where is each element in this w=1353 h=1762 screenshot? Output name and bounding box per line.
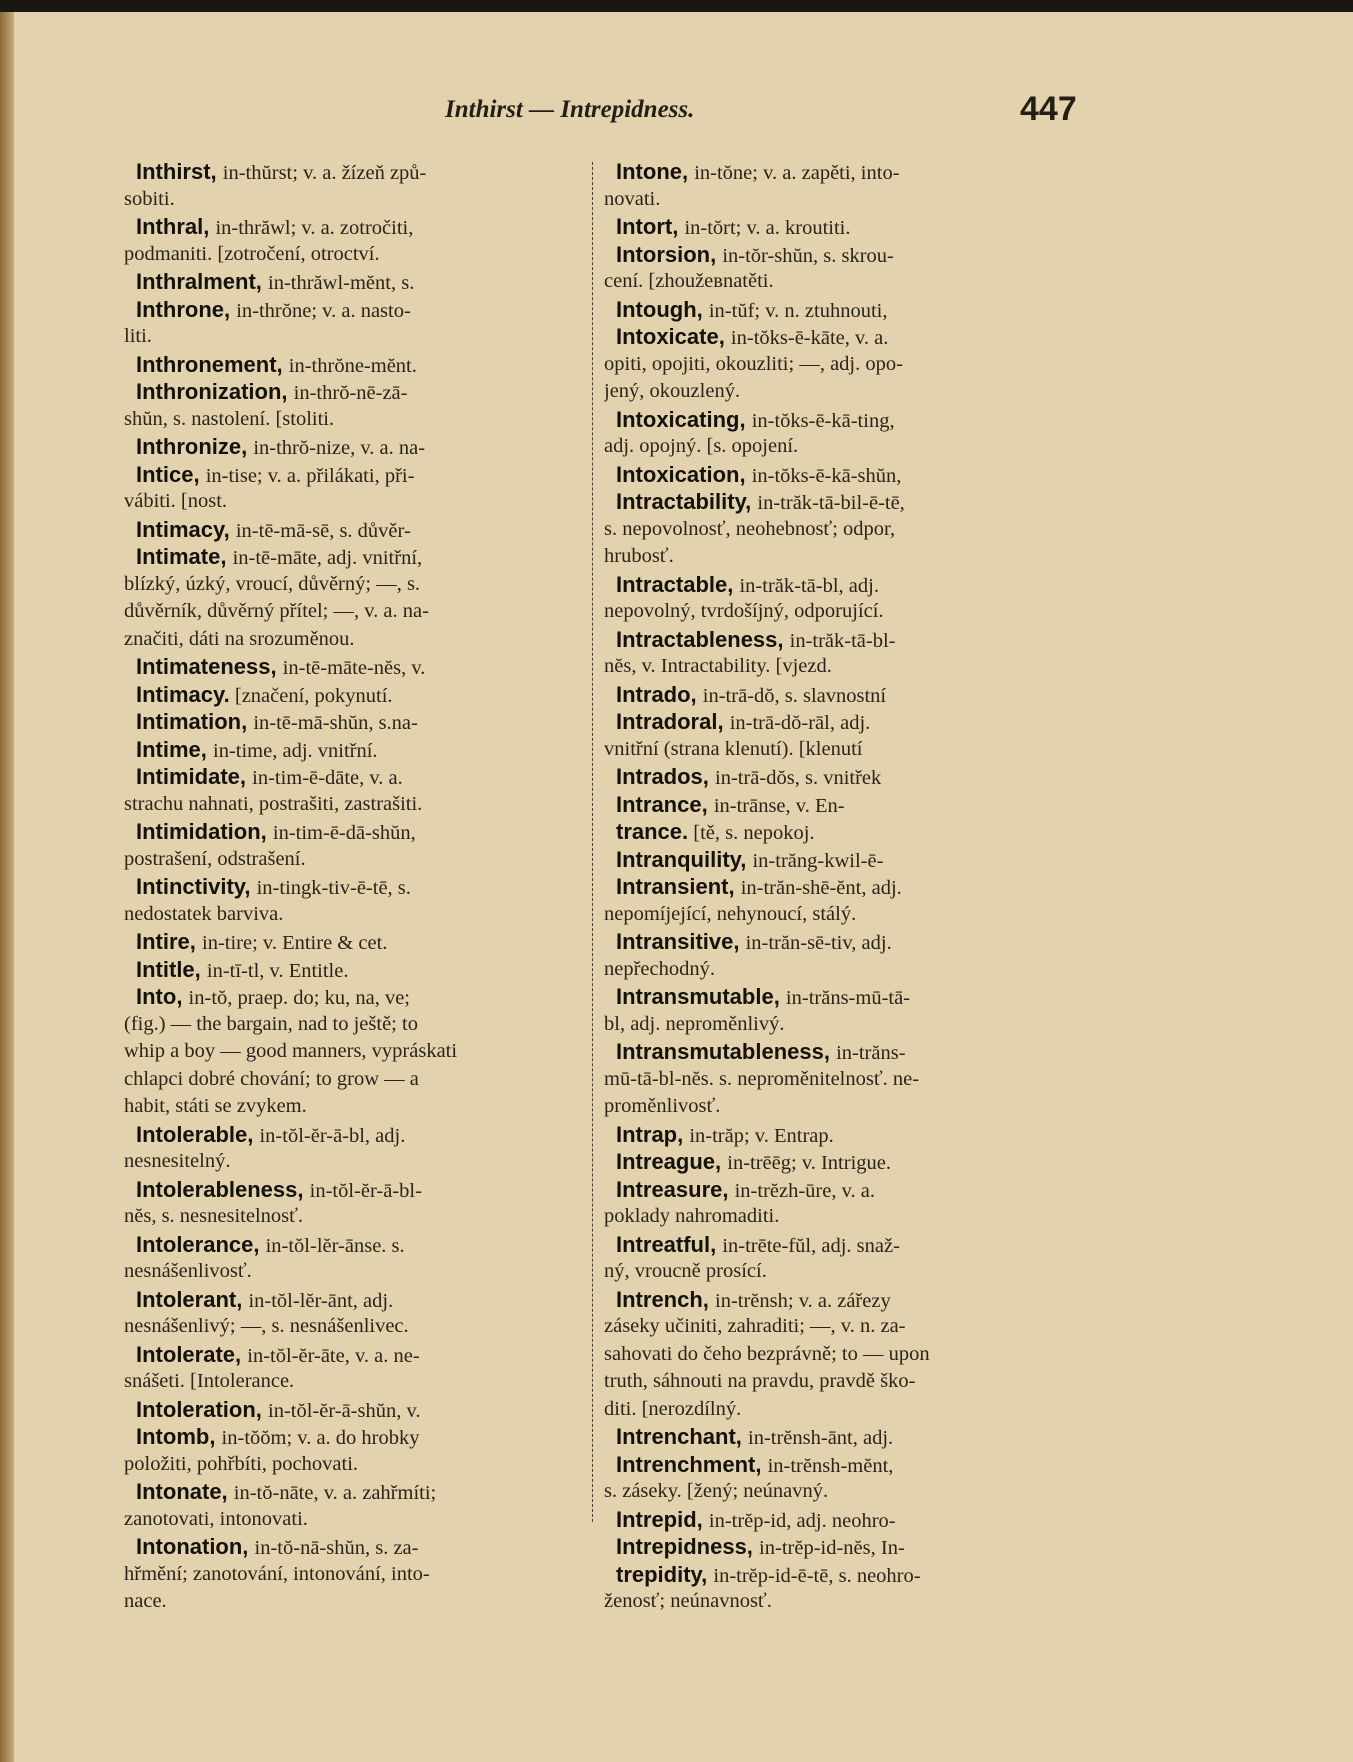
dictionary-line <box>124 846 600 874</box>
dictionary-line <box>124 598 600 626</box>
dictionary-line <box>124 1451 600 1479</box>
entry-headword: Inthronization, <box>136 379 294 404</box>
entry-headword: Inthral, <box>136 214 216 239</box>
entry-headword: Intoxication, <box>616 461 752 487</box>
dictionary-line <box>124 1533 600 1561</box>
dictionary-line <box>124 653 600 681</box>
entry-text: in-tim-ē-dāte, v. a. <box>252 767 403 789</box>
dictionary-line <box>124 543 600 571</box>
entry-text: in-trānse, v. En- <box>713 794 845 817</box>
entry-text: in-trĕp-id-nĕs, In- <box>759 1537 905 1559</box>
entry-headword: Intrap, <box>616 1121 690 1147</box>
dictionary-line <box>604 323 1080 351</box>
entry-text: snášeti. [Intolerance. <box>124 1370 295 1392</box>
dictionary-line <box>604 956 1080 984</box>
dictionary-line <box>124 1231 600 1259</box>
dictionary-line <box>124 1506 600 1534</box>
entry-text: ný, vroucně prosící. <box>604 1260 767 1282</box>
dictionary-line <box>124 901 600 929</box>
entry-text: in-tē-mā-sē, s. důvěr- <box>235 519 411 542</box>
dictionary-line <box>604 268 1080 296</box>
entry-text: in-thrŏ-nize, v. a. na- <box>253 437 426 459</box>
dictionary-line <box>604 1478 1080 1506</box>
entry-text: novati. <box>604 187 661 210</box>
entry-text: in-trĕzh-ūre, v. a. <box>734 1179 875 1202</box>
dictionary-line <box>124 1011 600 1039</box>
dictionary-line <box>124 1313 600 1341</box>
entry-text: in-trā-dŏs, s. vnitřek <box>715 767 882 789</box>
entry-text: in-trĕnsh-ānt, adj. <box>748 1427 894 1449</box>
dictionary-line <box>604 516 1080 544</box>
entry-text: in-trăn-shē-ĕnt, adj. <box>740 877 902 899</box>
entry-text: liti. <box>124 325 152 347</box>
dictionary-line <box>604 901 1080 929</box>
dictionary-line <box>604 1368 1080 1396</box>
entry-text: in-trăp; v. Entrap. <box>689 1124 834 1147</box>
page-number: 447 <box>1020 90 1077 128</box>
entry-text: in-tŏr-shŭn, s. skrou- <box>722 244 894 267</box>
entry-text: in-trăk-tā-bl- <box>789 629 896 652</box>
dictionary-line <box>604 1148 1080 1176</box>
entry-text: in-trĕp-id-ē-tē, s. neohro- <box>713 1564 921 1587</box>
entry-text: nepomíjející, nehynoucí, stálý. <box>604 902 857 925</box>
entry-text: in-trăns-mū-tā- <box>785 987 911 1009</box>
entry-text: in-thŭrst; v. a. žízeň způ- <box>222 162 427 184</box>
entry-headword: Intone, <box>616 159 695 184</box>
entry-text: whip a boy — good manners, vypráskati <box>124 1040 458 1062</box>
entry-text: sobiti. <box>124 187 175 210</box>
dictionary-line <box>124 1341 600 1369</box>
dictionary-line <box>604 461 1080 489</box>
entry-headword: Intreasure, <box>616 1176 735 1202</box>
dictionary-line <box>124 378 600 406</box>
entry-text: bl, adj. neproměnlivý. <box>604 1012 785 1035</box>
dictionary-line <box>124 763 600 791</box>
dictionary-line <box>604 681 1080 709</box>
dictionary-line <box>604 1038 1080 1066</box>
entry-text: (fig.) — the bargain, nad to ještě; to <box>124 1012 418 1035</box>
dictionary-line <box>604 1506 1080 1534</box>
dictionary-line <box>604 488 1080 516</box>
dictionary-line <box>604 653 1080 681</box>
dictionary-line <box>604 736 1080 764</box>
entry-headword: Intractable, <box>616 571 740 597</box>
entry-headword: Intransmutable, <box>616 984 786 1009</box>
entry-text: důvěrník, důvěrný přítel; —, v. a. na- <box>124 600 429 622</box>
entry-text: in-tē-māte, adj. vnitřní, <box>232 547 423 569</box>
entry-headword: Intransient, <box>616 874 741 899</box>
entry-text: in-tim-ē-dā-shŭn, <box>272 822 416 844</box>
entry-headword: Intoxicating, <box>616 406 752 432</box>
entry-text: diti. [nerozdílný. <box>604 1397 742 1420</box>
entry-text: in-trā-dŏ-rāl, adj. <box>729 712 871 734</box>
entry-text: in-tī-tl, v. Entitle. <box>206 959 349 982</box>
entry-text: in-trĕp-id, adj. neohro- <box>708 1509 896 1532</box>
entry-headword: Intrenchant, <box>616 1424 749 1449</box>
entry-text: značiti, dáti na srozuměnou. <box>124 627 355 650</box>
entry-text: nedostatek barviva. <box>124 902 284 925</box>
entry-text: s. nepovolnosť, neohebnosť; odpor, <box>604 517 896 540</box>
entry-text: [značení, pokynutí. <box>229 684 393 707</box>
dictionary-line <box>604 928 1080 956</box>
dictionary-line <box>124 1561 600 1589</box>
entry-text: vábiti. [nost. <box>124 490 228 512</box>
entry-headword: Intime, <box>136 736 214 762</box>
entry-text: in-tŏl-ĕr-ā-bl, adj. <box>259 1124 406 1147</box>
entry-text: in-tŏ-nāte, v. a. zahřmíti; <box>233 1482 437 1504</box>
dictionary-line <box>124 1258 600 1286</box>
dictionary-line <box>124 1121 600 1149</box>
entry-text: s. zásеky. [žený; neúnavný. <box>604 1480 829 1502</box>
dictionary-line <box>604 1341 1080 1369</box>
entry-headword: Intoleration, <box>136 1396 268 1422</box>
dictionary-line <box>604 846 1080 874</box>
entry-text: nesnášenlivosť. <box>124 1260 252 1282</box>
entry-text: poklady nahromaditi. <box>604 1205 780 1227</box>
dictionary-line <box>604 791 1080 819</box>
entry-text: nesnesitelný. <box>124 1150 231 1172</box>
dictionary-line <box>604 1258 1080 1286</box>
dictionary-line <box>124 186 600 214</box>
entry-headword: Intradoral, <box>616 709 730 734</box>
dictionary-line <box>604 763 1080 791</box>
entry-headword: Intoxicate, <box>616 324 731 349</box>
dictionary-line <box>604 708 1080 736</box>
dictionary-line <box>124 516 600 544</box>
entry-text: in-trăk-tā-bil-ē-tē, <box>757 492 905 514</box>
entry-text: hrubosť. <box>604 545 674 567</box>
entry-headword: trance. <box>616 819 689 844</box>
entry-headword: Intimate, <box>136 544 233 569</box>
entry-headword: Intonation, <box>136 1534 255 1559</box>
dictionary-line <box>124 296 600 324</box>
entry-text: in-thrŏne-mĕnt. <box>288 354 417 377</box>
dictionary-line <box>124 681 600 709</box>
entry-headword: Intimacy, <box>136 516 236 542</box>
entry-headword: Intort, <box>616 214 685 239</box>
entry-text: zanotovati, intonovati. <box>124 1507 308 1530</box>
entry-text: in-thrăwl-mĕnt, s. <box>268 272 415 294</box>
dictionary-line <box>604 1066 1080 1094</box>
dictionary-line <box>124 351 600 379</box>
dictionary-line <box>604 543 1080 571</box>
entry-headword: Intranquility, <box>616 846 753 872</box>
dictionary-line <box>124 928 600 956</box>
dictionary-line <box>124 461 600 489</box>
entry-text: in-tŏks-ē-kāte, v. a. <box>730 327 889 349</box>
entry-headword: Inthralment, <box>136 269 269 294</box>
dictionary-line <box>124 268 600 296</box>
entry-headword: Intire, <box>136 929 203 954</box>
entry-headword: Inthronement, <box>136 351 289 377</box>
dictionary-line <box>124 1038 600 1066</box>
entry-headword: Intolerableness, <box>136 1176 310 1202</box>
dictionary-line <box>604 1451 1080 1479</box>
dictionary-line <box>124 873 600 901</box>
entry-text: in-time, adj. vnitřní. <box>213 739 378 762</box>
entry-headword: Intrado, <box>616 681 703 707</box>
entry-headword: Intimidation, <box>136 819 273 844</box>
dictionary-line <box>124 158 600 186</box>
dictionary-line <box>604 1396 1080 1424</box>
entry-text: in-tŏks-ē-kā-shŭn, <box>751 464 902 487</box>
entry-text: postrašení, odstrašení. <box>124 847 306 870</box>
entry-headword: Intrepid, <box>616 1506 709 1532</box>
entry-headword: Intitle, <box>136 956 207 982</box>
entry-text: in-trēēg; v. Intrigue. <box>727 1152 891 1174</box>
entry-headword: Intolerate, <box>136 1341 248 1367</box>
dictionary-line <box>124 323 600 351</box>
dictionary-line <box>124 1066 600 1094</box>
entry-headword: Intinctivity, <box>136 874 257 899</box>
entry-headword: Intrench, <box>616 1286 716 1312</box>
entry-text: proměnlivosť. <box>604 1095 721 1117</box>
entry-text: nepřechodný. <box>604 957 715 980</box>
entry-headword: Intractableness, <box>616 626 790 652</box>
dictionary-line <box>124 956 600 984</box>
dictionary-line <box>604 1176 1080 1204</box>
entry-headword: Intrados, <box>616 764 716 789</box>
dictionary-line <box>604 1561 1080 1589</box>
entry-headword: Inthrone, <box>136 296 237 322</box>
left-column <box>124 158 600 1616</box>
entry-text: in-tŏl-lĕr-ānt, adj. <box>248 1289 394 1312</box>
dictionary-line <box>604 1203 1080 1231</box>
entry-headword: Intreatful, <box>616 1231 723 1257</box>
entry-text: in-tŭf; v. n. ztuhnouti, <box>708 299 888 322</box>
entry-headword: Intransmutableness, <box>616 1039 837 1064</box>
entry-text: in-tŏne; v. a. zapěti, into- <box>694 162 900 184</box>
dictionary-page <box>0 12 1353 1762</box>
dictionary-line <box>124 708 600 736</box>
entry-headword: Intolerant, <box>136 1286 249 1312</box>
dictionary-line <box>604 1588 1080 1616</box>
entry-headword: Intimation, <box>136 709 254 734</box>
entry-headword: Intorsion, <box>616 241 723 267</box>
page-header <box>0 90 1353 130</box>
entry-headword: Intimidate, <box>136 764 253 789</box>
entry-headword: Intrepidness, <box>616 1534 760 1559</box>
dictionary-line <box>604 1313 1080 1341</box>
entry-headword: Intough, <box>616 296 709 322</box>
entry-text: in-tŏl-ĕr-ā-shŭn, v. <box>268 1399 421 1422</box>
dictionary-line <box>604 433 1080 461</box>
dictionary-line <box>604 1011 1080 1039</box>
dictionary-line <box>604 598 1080 626</box>
dictionary-line <box>124 626 600 654</box>
entry-headword: Intractability, <box>616 489 758 514</box>
dictionary-line <box>604 296 1080 324</box>
dictionary-line <box>124 488 600 516</box>
entry-text: in-trăn-sē-tiv, adj. <box>745 932 892 954</box>
entry-text: ženosť; neúnavnosť. <box>604 1590 772 1612</box>
dictionary-line <box>124 1396 600 1424</box>
dictionary-line <box>604 1093 1080 1121</box>
dictionary-line <box>124 1478 600 1506</box>
running-head: Inthirst — Intrepidness. <box>445 96 695 123</box>
entry-text: hřmění; zanotování, intonování, into- <box>124 1562 430 1585</box>
dictionary-line <box>124 791 600 819</box>
entry-text: in-trăns- <box>836 1042 906 1064</box>
entry-text: sahovati do čeho bezprávně; to — upon <box>604 1342 930 1365</box>
dictionary-line <box>604 1423 1080 1451</box>
column-divider <box>592 162 593 1522</box>
entry-text: blízký, úzký, vroucí, důvěrný; —, s. <box>124 572 421 595</box>
dictionary-line <box>604 1286 1080 1314</box>
entry-text: in-thrŏne; v. a. nasto- <box>236 299 411 322</box>
entry-text: in-tŏks-ē-kā-ting, <box>751 409 895 432</box>
dictionary-line <box>604 626 1080 654</box>
dictionary-line <box>604 873 1080 901</box>
entry-headword: Intimateness, <box>136 654 283 679</box>
dictionary-line <box>124 1176 600 1204</box>
entry-text: vnitřní (strana klenutí). [klenutí <box>604 737 863 760</box>
entry-headword: Intreague, <box>616 1149 728 1174</box>
entry-text: habit, státi se zvykem. <box>124 1095 307 1117</box>
entry-headword: Intransitive, <box>616 929 746 954</box>
entry-headword: Inthronize, <box>136 434 254 459</box>
dictionary-line <box>124 1148 600 1176</box>
dictionary-line <box>124 736 600 764</box>
dictionary-line <box>124 1093 600 1121</box>
dictionary-line <box>124 433 600 461</box>
entry-text: in-thrăwl; v. a. zotročiti, <box>215 217 414 239</box>
dictionary-line <box>124 1588 600 1616</box>
entry-text: in-trăk-tā-bl, adj. <box>739 574 879 597</box>
entry-text: in-tingk-tiv-ē-tē, s. <box>256 877 411 899</box>
entry-text: in-trā-dŏ, s. slavnostní <box>702 684 887 707</box>
page-spine <box>0 12 14 1762</box>
entry-text: in-tŏl-ĕr-āte, v. a. ne- <box>247 1344 420 1367</box>
dictionary-line <box>124 983 600 1011</box>
entry-text: jený, okouzlený. <box>604 380 741 402</box>
entry-text: opiti, opojiti, okouzliti; —, adj. opo- <box>604 352 903 375</box>
dictionary-line <box>604 571 1080 599</box>
entry-text: in-tŏ-nā-shŭn, s. za- <box>254 1537 419 1559</box>
entry-text: in-trēte-fŭl, adj. snaž- <box>722 1234 900 1257</box>
dictionary-line <box>604 1533 1080 1561</box>
entry-text: in-tise; v. a. přilákati, při- <box>205 464 415 487</box>
dictionary-line <box>124 241 600 269</box>
entry-text: in-tē-māte-nĕs, v. <box>282 657 426 679</box>
entry-headword: Into, <box>136 984 189 1009</box>
entry-headword: Intolerable, <box>136 1121 260 1147</box>
entry-text: in-tē-mā-shŭn, s.na- <box>253 712 418 734</box>
dictionary-line <box>604 241 1080 269</box>
entry-text: nesnášenlivý; —, s. nesnášenlivec. <box>124 1315 409 1337</box>
dictionary-line <box>604 1121 1080 1149</box>
entry-text: zásekу učiniti, zahraditi; —, v. n. za- <box>604 1315 906 1337</box>
dictionary-line <box>604 186 1080 214</box>
entry-text: cení. [zhoužевnatěti. <box>604 270 774 292</box>
dictionary-line <box>124 818 600 846</box>
entry-text: in-tŏl-lĕr-ānse. s. <box>265 1234 405 1257</box>
dictionary-line <box>604 818 1080 846</box>
entry-text: nepovolný, tvrdošíjný, odporující. <box>604 600 884 622</box>
entry-headword: Intimacy. <box>136 681 230 707</box>
dictionary-line <box>124 213 600 241</box>
entry-headword: trepidity, <box>616 1561 714 1587</box>
entry-text: chlapci dobré chování; to grow — a <box>124 1067 419 1090</box>
dictionary-line <box>124 1368 600 1396</box>
entry-text: in-tŏrt; v. a. kroutiti. <box>684 217 851 239</box>
entry-text: nace. <box>124 1590 167 1612</box>
entry-headword: Intolerance, <box>136 1231 266 1257</box>
entry-headword: Intonate, <box>136 1479 234 1504</box>
dictionary-line <box>124 1286 600 1314</box>
entry-text: in-trĕnsh; v. a. zářezy <box>715 1289 891 1312</box>
right-column <box>604 158 1080 1616</box>
dictionary-line <box>604 351 1080 379</box>
dictionary-line <box>124 406 600 434</box>
entry-text: položiti, pohřbíti, pochovati. <box>124 1452 359 1475</box>
entry-text: nĕs, s. nesnesitelnosť. <box>124 1205 304 1227</box>
entry-text: podmaniti. [zotročení, otroctví. <box>124 242 380 265</box>
dictionary-line <box>604 983 1080 1011</box>
dictionary-line <box>124 571 600 599</box>
entry-text: in-trăng-kwil-ē- <box>752 849 884 872</box>
entry-text: strachu nahnati, postrašiti, zastrašiti. <box>124 792 423 815</box>
dictionary-line <box>604 406 1080 434</box>
entry-headword: Intrance, <box>616 791 714 817</box>
entry-text: in-trĕnsh-mĕnt, <box>767 1454 894 1477</box>
dictionary-line <box>604 378 1080 406</box>
entry-text: mū-tā-bl-nĕs. s. neproměnitelnosť. ne- <box>604 1067 920 1090</box>
dictionary-line <box>124 1203 600 1231</box>
dictionary-line <box>124 1423 600 1451</box>
entry-text: shŭn, s. nastolení. [stoliti. <box>124 407 335 430</box>
entry-text: in-thrŏ-nē-zā- <box>293 382 408 404</box>
dictionary-line <box>604 1231 1080 1259</box>
entry-text: nĕs, v. Intractability. [vjezd. <box>604 655 832 677</box>
entry-text: in-tŏŏm; v. a. do hrobky <box>221 1427 420 1449</box>
entry-headword: Inthirst, <box>136 159 223 184</box>
entry-text: [tě, s. nepokoj. <box>688 822 815 844</box>
entry-headword: Intrenchment, <box>616 1451 768 1477</box>
entry-text: in-tŏl-ĕr-ā-bl- <box>309 1179 422 1202</box>
entry-headword: Intomb, <box>136 1424 222 1449</box>
entry-text: truth, sáhnouti na pravdu, pravdě ško- <box>604 1370 916 1392</box>
entry-text: in-tire; v. Entire & cet. <box>202 932 388 954</box>
dictionary-line <box>604 213 1080 241</box>
entry-text: adj. opojný. [s. opojení. <box>604 435 799 457</box>
entry-headword: Intice, <box>136 461 206 487</box>
dictionary-line <box>604 158 1080 186</box>
entry-text: in-tŏ, praep. do; ku, na, ve; <box>188 987 411 1009</box>
